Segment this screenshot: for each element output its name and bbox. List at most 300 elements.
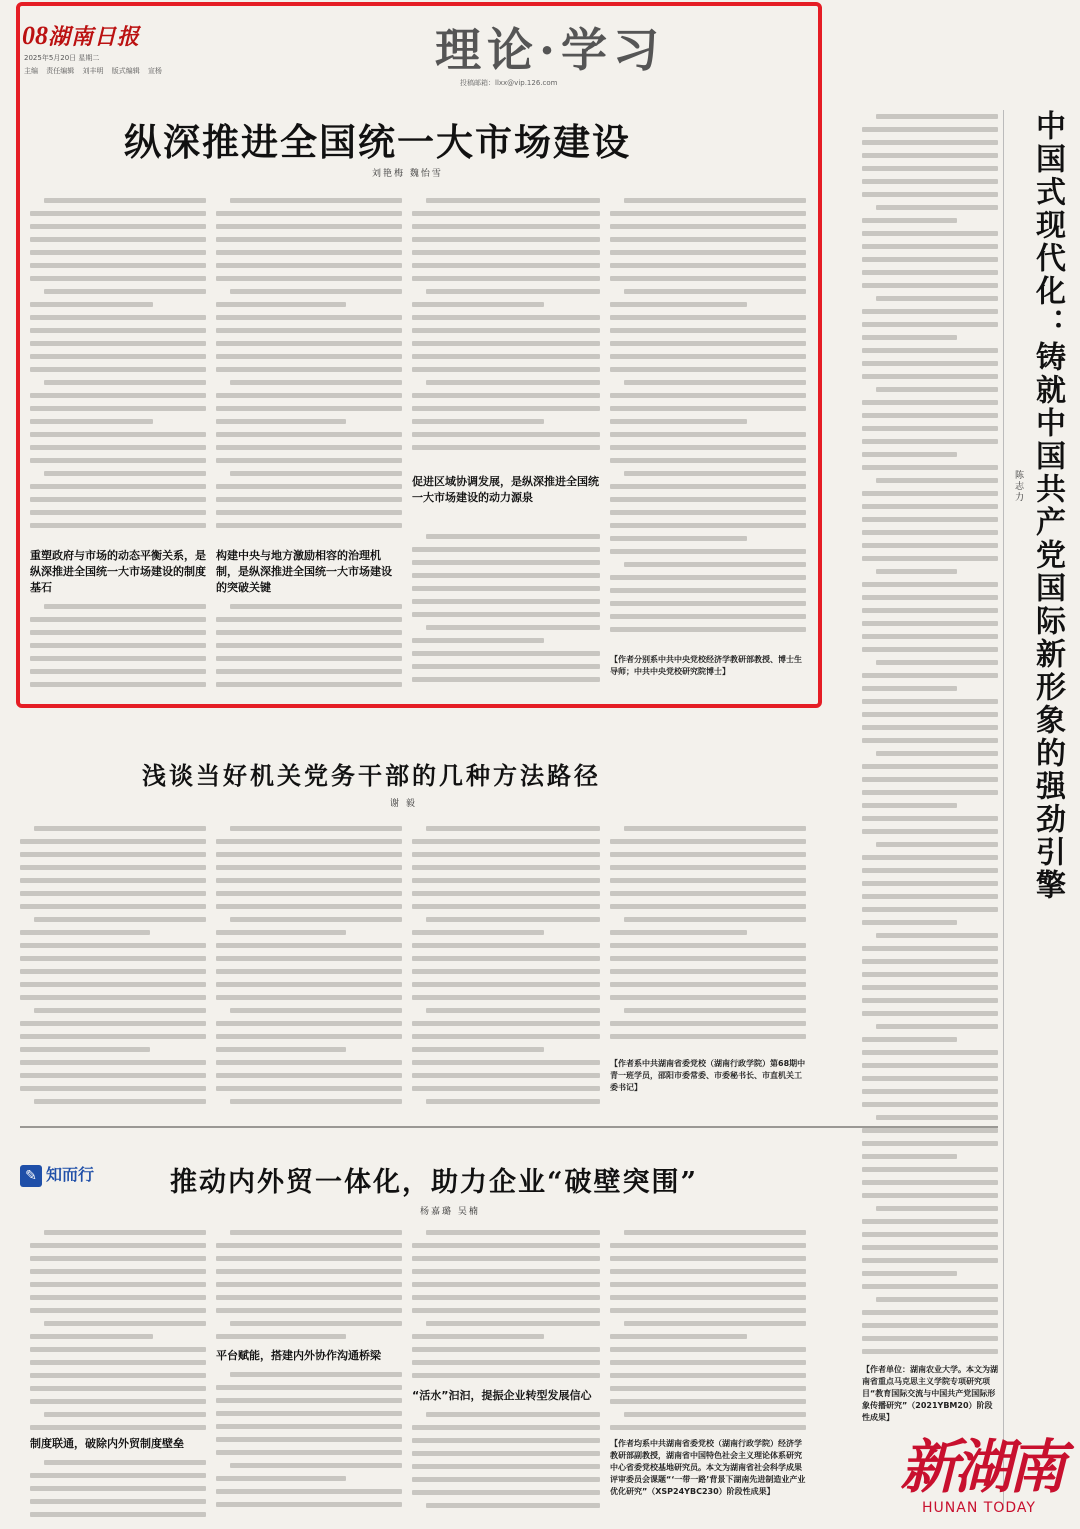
text-line — [216, 1239, 402, 1252]
text-line — [862, 773, 998, 786]
text-line — [216, 285, 402, 298]
text-line — [610, 597, 806, 610]
text-line — [20, 861, 206, 874]
article1-col1b — [30, 600, 206, 696]
text-line — [862, 487, 998, 500]
text-line — [30, 246, 206, 259]
text-line — [30, 626, 206, 639]
text-line — [610, 1421, 806, 1434]
article2-col3 — [412, 822, 600, 1122]
text-line — [862, 1124, 998, 1137]
text-line — [862, 1137, 998, 1150]
text-line — [862, 539, 998, 552]
text-line — [610, 350, 806, 363]
text-line — [412, 337, 600, 350]
text-line — [610, 1030, 806, 1043]
text-line — [216, 1082, 402, 1095]
text-line — [862, 1098, 998, 1111]
text-line — [862, 1189, 998, 1202]
text-line — [412, 965, 600, 978]
text-line — [30, 652, 206, 665]
text-line — [30, 389, 206, 402]
text-line — [862, 1306, 998, 1319]
text-line — [862, 825, 998, 838]
text-line — [610, 1356, 806, 1369]
text-line — [862, 916, 998, 929]
text-line — [30, 350, 206, 363]
article3-title[interactable]: 推动内外贸一体化，助力企业“破壁突围” — [170, 1167, 699, 1198]
text-line — [610, 246, 806, 259]
text-line — [862, 331, 998, 344]
text-line — [610, 623, 806, 636]
text-line — [20, 848, 206, 861]
text-line — [20, 1095, 206, 1108]
text-line — [862, 617, 998, 630]
text-line — [30, 1369, 206, 1382]
text-line — [862, 500, 998, 513]
text-line — [216, 1265, 402, 1278]
text-line — [216, 376, 402, 389]
text-line — [412, 647, 600, 660]
text-line — [862, 435, 998, 448]
text-line — [610, 298, 806, 311]
text-line — [216, 493, 402, 506]
text-line — [862, 695, 998, 708]
text-line — [30, 311, 206, 324]
text-line — [216, 1472, 402, 1485]
text-line — [216, 1498, 402, 1511]
text-line — [216, 1304, 402, 1317]
text-line — [216, 952, 402, 965]
text-line — [610, 558, 806, 571]
text-line — [412, 259, 600, 272]
text-line — [216, 402, 402, 415]
article1-col3 — [412, 194, 600, 466]
text-line — [412, 1278, 600, 1291]
text-line — [216, 194, 402, 207]
text-line — [862, 201, 998, 214]
text-line — [30, 1343, 206, 1356]
text-line — [610, 1369, 806, 1382]
article1-col4 — [610, 194, 806, 650]
text-line — [216, 665, 402, 678]
text-line — [610, 913, 806, 926]
text-line — [610, 887, 806, 900]
text-line — [216, 1394, 402, 1407]
text-line — [216, 311, 402, 324]
article3-col3 — [412, 1226, 600, 1386]
text-line — [862, 513, 998, 526]
text-line — [862, 578, 998, 591]
text-line — [216, 848, 402, 861]
text-line — [216, 259, 402, 272]
text-line — [30, 1508, 206, 1520]
text-line — [610, 1004, 806, 1017]
article3-subhead-3: “活水”汩汩，提振企业转型发展信心 — [412, 1389, 592, 1402]
text-line — [412, 1369, 600, 1382]
article3-col1 — [30, 1226, 206, 1434]
text-line — [412, 874, 600, 887]
text-line — [862, 253, 998, 266]
text-line — [862, 474, 998, 487]
text-line — [20, 965, 206, 978]
text-line — [862, 721, 998, 734]
text-line — [30, 1421, 206, 1434]
text-line — [30, 454, 206, 467]
text-line — [610, 493, 806, 506]
text-line — [610, 324, 806, 337]
text-line — [412, 1421, 600, 1434]
article3-col1b — [30, 1456, 206, 1520]
text-line — [610, 1330, 806, 1343]
text-line — [862, 318, 998, 331]
text-line — [610, 1304, 806, 1317]
text-line — [216, 428, 402, 441]
text-line — [610, 376, 806, 389]
text-line — [216, 887, 402, 900]
text-line — [862, 292, 998, 305]
text-line — [862, 305, 998, 318]
text-line — [30, 1356, 206, 1369]
text-line — [216, 1420, 402, 1433]
text-line — [610, 1395, 806, 1408]
text-line — [412, 1304, 600, 1317]
page-number: 08 — [22, 21, 48, 50]
text-line — [30, 1495, 206, 1508]
text-line — [610, 965, 806, 978]
text-line — [610, 900, 806, 913]
text-line — [862, 279, 998, 292]
text-line — [30, 428, 206, 441]
text-line — [412, 1486, 600, 1499]
text-line — [412, 569, 600, 582]
text-line — [610, 389, 806, 402]
text-line — [30, 1226, 206, 1239]
text-line — [862, 565, 998, 578]
text-line — [412, 1291, 600, 1304]
text-line — [216, 874, 402, 887]
watermark-logo: 新湖南 — [900, 1433, 1063, 1501]
text-line — [862, 1345, 998, 1358]
staff-line: 主编 责任编辑 刘丰明 版式编辑 宣杨 — [24, 67, 162, 75]
text-line — [216, 1381, 402, 1394]
article4-author: 陈志力 — [1013, 470, 1023, 503]
text-line — [862, 942, 998, 955]
text-line — [862, 1020, 998, 1033]
text-line — [216, 350, 402, 363]
text-line — [30, 1395, 206, 1408]
text-line — [610, 311, 806, 324]
text-line — [610, 337, 806, 350]
text-line — [412, 1252, 600, 1265]
text-line — [216, 1407, 402, 1420]
text-line — [412, 441, 600, 454]
text-line — [412, 1499, 600, 1512]
text-line — [610, 545, 806, 558]
text-line — [216, 835, 402, 848]
text-line — [412, 582, 600, 595]
text-line — [20, 1004, 206, 1017]
text-line — [610, 428, 806, 441]
text-line — [610, 861, 806, 874]
text-line — [412, 913, 600, 926]
text-line — [20, 939, 206, 952]
article1-col2 — [216, 194, 402, 544]
text-line — [216, 678, 402, 691]
text-line — [412, 1330, 600, 1343]
text-line — [862, 669, 998, 682]
text-line — [216, 1004, 402, 1017]
text-line — [610, 1382, 806, 1395]
text-line — [30, 1239, 206, 1252]
text-line — [412, 415, 600, 428]
text-line — [30, 285, 206, 298]
text-line — [30, 1456, 206, 1469]
article4-body — [862, 110, 998, 1360]
text-line — [862, 1254, 998, 1267]
text-line — [610, 978, 806, 991]
text-line — [412, 233, 600, 246]
text-line — [30, 639, 206, 652]
text-line — [216, 913, 402, 926]
text-line — [216, 1017, 402, 1030]
text-line — [216, 626, 402, 639]
article3-col4 — [610, 1226, 806, 1434]
text-line — [20, 900, 206, 913]
text-line — [30, 363, 206, 376]
article2-author: 谢 毅 — [390, 799, 417, 809]
text-line — [862, 1163, 998, 1176]
text-line — [412, 822, 600, 835]
text-line — [862, 864, 998, 877]
text-line — [862, 1319, 998, 1332]
text-line — [216, 441, 402, 454]
text-line — [216, 233, 402, 246]
text-line — [30, 678, 206, 691]
text-line — [30, 1252, 206, 1265]
article2-col1 — [20, 822, 206, 1122]
article3-subhead-2: 平台赋能，搭建内外协作沟通桥梁 — [216, 1349, 381, 1362]
brand-watermark — [900, 1420, 1070, 1520]
article1-col2b — [216, 600, 402, 696]
text-line — [30, 600, 206, 613]
text-line — [412, 1082, 600, 1095]
text-line — [862, 1280, 998, 1293]
text-line — [610, 939, 806, 952]
text-line — [216, 1252, 402, 1265]
article1-footnote: 【作者分别系中共中央党校经济学教研部教授、博士生导师；中共中央党校研究院博士】 — [610, 655, 802, 676]
text-line — [412, 848, 600, 861]
text-line — [412, 207, 600, 220]
text-line — [412, 861, 600, 874]
text-line — [862, 643, 998, 656]
text-line — [862, 357, 998, 370]
text-line — [30, 467, 206, 480]
text-line — [610, 207, 806, 220]
text-line — [216, 454, 402, 467]
text-line — [30, 220, 206, 233]
text-line — [30, 1304, 206, 1317]
text-line — [20, 1056, 206, 1069]
text-line — [216, 480, 402, 493]
text-line — [862, 1033, 998, 1046]
text-line — [20, 822, 206, 835]
text-line — [216, 1459, 402, 1472]
text-line — [412, 1473, 600, 1486]
text-line — [216, 1043, 402, 1056]
text-line — [610, 506, 806, 519]
text-line — [862, 1085, 998, 1098]
text-line — [216, 978, 402, 991]
text-line — [610, 991, 806, 1004]
text-line — [862, 1293, 998, 1306]
text-line — [412, 389, 600, 402]
text-line — [862, 708, 998, 721]
text-line — [862, 1046, 998, 1059]
text-line — [412, 660, 600, 673]
text-line — [216, 1446, 402, 1459]
text-line — [610, 1317, 806, 1330]
text-line — [610, 467, 806, 480]
text-line — [412, 634, 600, 647]
text-line — [412, 900, 600, 913]
text-line — [216, 1095, 402, 1108]
text-line — [862, 370, 998, 383]
text-line — [862, 890, 998, 903]
text-line — [216, 1278, 402, 1291]
text-line — [862, 149, 998, 162]
text-line — [412, 194, 600, 207]
text-line — [412, 1356, 600, 1369]
text-line — [216, 1368, 402, 1381]
text-line — [216, 965, 402, 978]
text-line — [216, 652, 402, 665]
text-line — [30, 665, 206, 678]
text-line — [862, 851, 998, 864]
column-logo: ✎ 知而行 — [20, 1162, 94, 1187]
text-line — [610, 1226, 806, 1239]
text-line — [862, 396, 998, 409]
text-line — [412, 926, 600, 939]
article1-col1 — [30, 194, 206, 544]
text-line — [610, 1017, 806, 1030]
text-line — [862, 123, 998, 136]
text-line — [30, 376, 206, 389]
text-line — [216, 991, 402, 1004]
text-line — [412, 595, 600, 608]
text-line — [30, 233, 206, 246]
text-line — [412, 1460, 600, 1473]
text-line — [862, 799, 998, 812]
text-line — [862, 968, 998, 981]
text-line — [412, 1317, 600, 1330]
text-line — [862, 1267, 998, 1280]
text-line — [216, 519, 402, 532]
text-line — [20, 991, 206, 1004]
section-title: 理论·学习 — [434, 23, 665, 77]
text-line — [862, 1111, 998, 1124]
text-line — [30, 1469, 206, 1482]
text-line — [412, 1017, 600, 1030]
text-line — [412, 1095, 600, 1108]
article1-title[interactable]: 纵深推进全国统一大市场建设 — [124, 120, 631, 164]
text-line — [216, 207, 402, 220]
watermark-text: HUNAN TODAY — [922, 1500, 1036, 1516]
text-line — [862, 1228, 998, 1241]
text-line — [412, 608, 600, 621]
text-line — [862, 1241, 998, 1254]
text-line — [862, 422, 998, 435]
article4-title[interactable]: 中国式现代化：铸就中国共产党国际新形象的强劲引擎 — [1030, 110, 1065, 902]
text-line — [20, 887, 206, 900]
text-line — [30, 207, 206, 220]
text-line — [862, 630, 998, 643]
text-line — [412, 673, 600, 686]
text-line — [216, 1317, 402, 1330]
text-line — [862, 409, 998, 422]
text-line — [30, 1291, 206, 1304]
text-line — [610, 402, 806, 415]
text-line — [862, 955, 998, 968]
text-line — [20, 1082, 206, 1095]
text-line — [30, 1317, 206, 1330]
text-line — [20, 1069, 206, 1082]
text-line — [862, 760, 998, 773]
text-line — [412, 556, 600, 569]
text-line — [412, 1265, 600, 1278]
text-line — [862, 1332, 998, 1345]
text-line — [610, 571, 806, 584]
text-line — [610, 233, 806, 246]
text-line — [862, 812, 998, 825]
text-line — [216, 1030, 402, 1043]
text-line — [412, 991, 600, 1004]
article3-authors: 杨嘉璐 吴楠 — [420, 1207, 480, 1217]
text-line — [610, 822, 806, 835]
text-line — [30, 1408, 206, 1421]
text-line — [30, 415, 206, 428]
text-line — [30, 506, 206, 519]
text-line — [610, 610, 806, 623]
date-line: 2025年5月20日 星期二 — [24, 54, 100, 62]
text-line — [862, 994, 998, 1007]
text-line — [30, 298, 206, 311]
article3-col3b — [412, 1408, 600, 1520]
text-line — [412, 1226, 600, 1239]
text-line — [610, 272, 806, 285]
text-line — [412, 621, 600, 634]
text-line — [216, 415, 402, 428]
text-line — [862, 903, 998, 916]
text-line — [862, 1059, 998, 1072]
text-line — [610, 848, 806, 861]
text-line — [862, 1176, 998, 1189]
text-line — [862, 656, 998, 669]
text-line — [412, 952, 600, 965]
text-line — [216, 298, 402, 311]
article3-footnote: 【作者均系中共湖南省委党校（湖南行政学院）经济学教研部副教授，湖南省中国特色社会主义理论体系研究中心省委党校基地研究员。本文为湖南省社会科学成果评审委员会课题“‘一带一路’背景下湖南先进制造业产业优化研究”（XSP24YBC230）阶段性成果】 — [610, 1439, 806, 1496]
text-line — [412, 530, 600, 543]
article3-col2b — [216, 1368, 402, 1518]
text-line — [20, 835, 206, 848]
article2-title[interactable]: 浅谈当好机关党务干部的几种方法路径 — [142, 761, 601, 790]
text-line — [216, 389, 402, 402]
text-line — [862, 162, 998, 175]
text-line — [30, 1278, 206, 1291]
text-line — [30, 272, 206, 285]
text-line — [610, 952, 806, 965]
text-line — [610, 1239, 806, 1252]
